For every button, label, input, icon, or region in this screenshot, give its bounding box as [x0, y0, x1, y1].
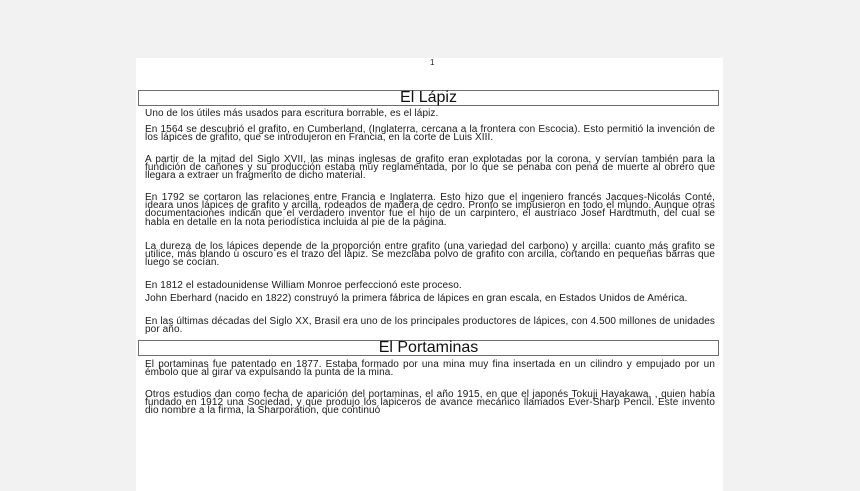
paragraph: Otros estudios dan como fecha de aparición del portaminas, el año 1915, en que el japonés Tokuji Hayakawa, , quien había fundado en 1912 una Sociedad, y que produjo los lapiceros de avance mecánico llamados Ever-Sharp Pencil. Este invento dio nombre a la firma, la Sharporation, que continuó [145, 389, 715, 417]
paragraph: En 1792 se cortaron las relaciones entre Francia e Inglaterra. Esto hizo que el ingeniero francés Jacques-Nicolás Conté, ideara unos lápices de grafito y arcilla, rodeados de madera de cedro. Pronto se impusieron en todo el mundo. Aunque otras documentaciones indican que el verdadero inventor fue el hijo de un carpintero, el austríaco Josef Hardtmuth, del cual se habla en detalle en la nota periodística incluida al pie de la página. [145, 192, 715, 228]
paragraph: En 1564 se descubrió el grafito, en Cumberland, (Inglaterra, cercana a la frontera con Escocia). Esto permitió la invención de los lápices de grafito, que se introdujeron en Francia, en la corte de Luis XIII. [145, 124, 715, 144]
section-heading-el-portaminas: El Portaminas [138, 340, 719, 356]
paragraph: John Eberhard (nacido en 1822) construyó la primera fábrica de lápices en gran escala, en Estados Unidos de América. [145, 293, 688, 304]
paragraph: En 1812 el estadounidense William Monroe perfeccionó este proceso. [145, 280, 462, 291]
page-marker: 1 [430, 58, 435, 67]
paragraph: En las últimas décadas del Siglo XX, Brasil era uno de los principales productores de lápices, con 4.500 millones de unidades por año. [145, 316, 715, 336]
paragraph: La dureza de los lápices depende de la proporción entre grafito (una variedad del carbono) y arcilla: cuanto más grafito se utilice, más blando u oscuro es el trazo del lápiz. Se mezclaba polvo de grafito con arcilla, cortando en pequeñas barras que luego se cocían. [145, 241, 715, 269]
section-heading-el-lapiz: El Lápiz [138, 90, 719, 106]
paragraph: Uno de los útiles más usados para escritura borrable, es el lápiz. [145, 108, 439, 119]
document-page [136, 58, 723, 491]
paragraph: El portaminas fue patentado en 1877. Estaba formado por una mina muy fina insertada en un cilindro y empujado por un émbolo que al girar va expulsando la punta de la mina. [145, 359, 715, 379]
paragraph: A partir de la mitad del Siglo XVII, las minas inglesas de grafito eran explotadas por la corona, y servían también para la fundición de cañones y su producción estaba muy reglamentada, por lo que se penaba con pena de muerte al obrero que llegara a extraer un fragmento de dicho material. [145, 154, 715, 182]
